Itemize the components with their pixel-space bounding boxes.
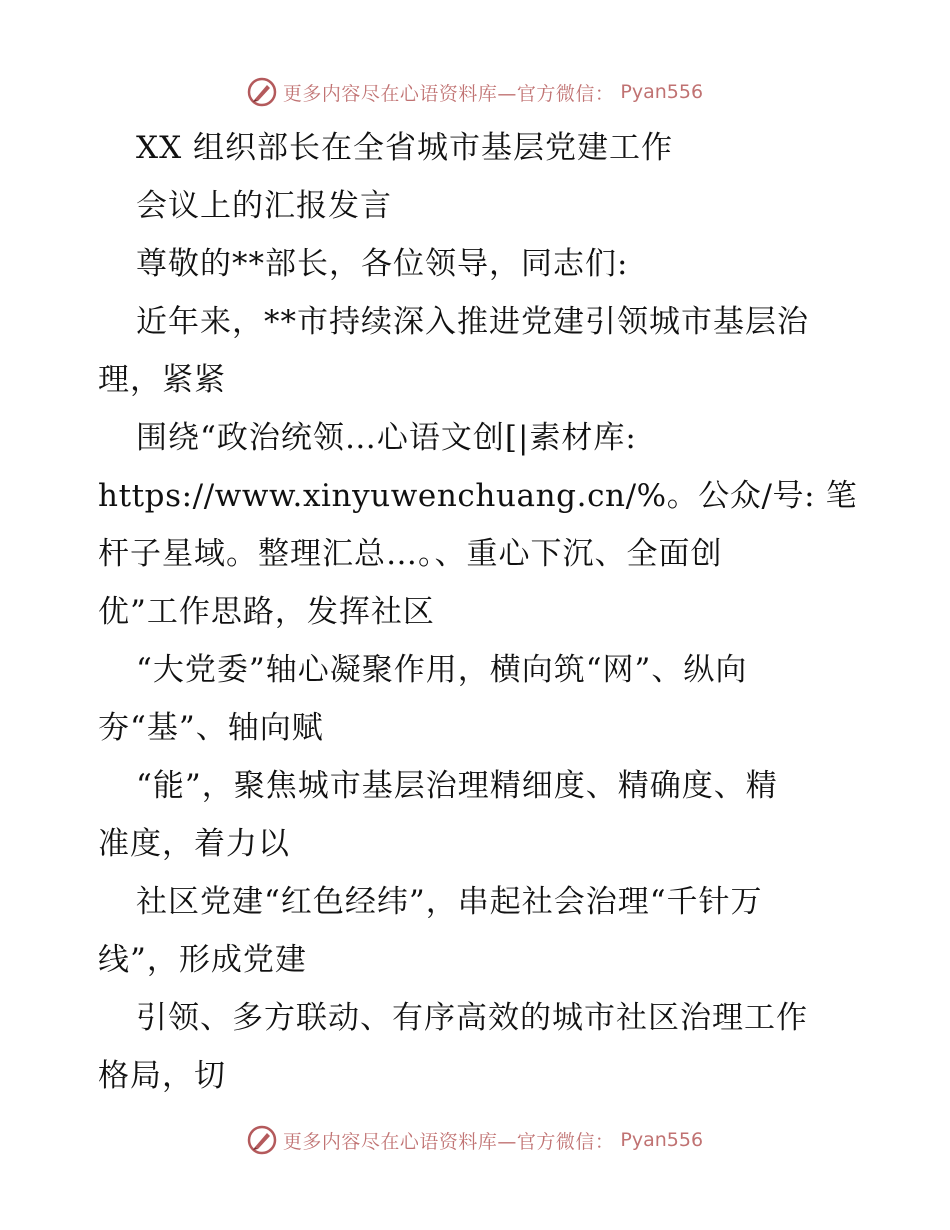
- doc-paragraph-line: 社区党建“红色经纬”，串起社会治理“千针万: [136, 884, 763, 920]
- doc-paragraph-line: https://www.xinyuwenchuang.cn/%。公众/号: 笔: [98, 478, 858, 514]
- watermark-footer: [0, 1120, 950, 1160]
- pen-logo-icon: [247, 77, 277, 107]
- doc-title-line-2: 会议上的汇报发言: [136, 188, 392, 224]
- doc-salutation: 尊敬的**部长，各位领导，同志们:: [136, 246, 629, 282]
- doc-paragraph-line: 夯“基”、轴向赋: [98, 710, 324, 746]
- doc-paragraph-line: “大党委”轴心凝聚作用，横向筑“网”、纵向: [136, 652, 748, 688]
- watermark-text: 更多内容尽在心语资料库—官方微信：: [282, 1130, 615, 1153]
- doc-paragraph-line: 线”，形成党建: [98, 942, 307, 978]
- watermark-text: 更多内容尽在心语资料库—官方微信：: [282, 82, 615, 105]
- watermark-header: [0, 72, 950, 112]
- doc-paragraph-line: 围绕“政治统领…心语文创[|素材库:: [136, 420, 637, 456]
- doc-paragraph-line: 准度，着力以: [98, 826, 290, 862]
- doc-paragraph-line: 近年来，**市持续深入推进党建引领城市基层治: [136, 304, 809, 340]
- doc-paragraph-line: 引领、多方联动、有序高效的城市社区治理工作: [136, 1000, 808, 1036]
- watermark-contact: Pyan556: [620, 81, 704, 103]
- doc-title-line-1: XX 组织部长在全省城市基层党建工作: [136, 130, 673, 166]
- watermark-contact: Pyan556: [620, 1129, 704, 1151]
- doc-paragraph-line: “能”，聚焦城市基层治理精细度、精确度、精: [136, 768, 778, 804]
- doc-paragraph-line: 优”工作思路，发挥社区: [98, 594, 435, 630]
- pen-logo-icon: [247, 1125, 277, 1155]
- doc-paragraph-line: 格局，切: [98, 1058, 226, 1094]
- doc-paragraph-line: 杆子星域。整理汇总…。、重心下沉、全面创: [98, 536, 723, 572]
- doc-paragraph-line: 理，紧紧: [98, 362, 226, 398]
